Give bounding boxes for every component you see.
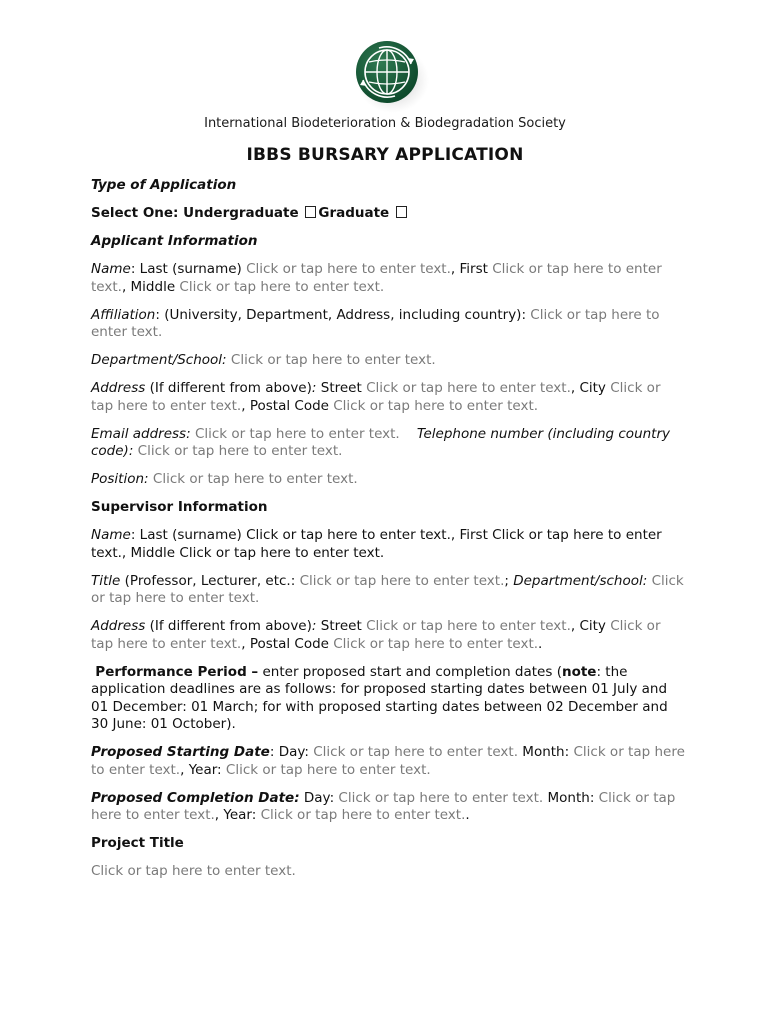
affiliation-row bbox=[91, 307, 685, 342]
applicant-address-note: (If different from above) bbox=[145, 380, 312, 396]
affiliation-field[interactable]: Click or tap here to enter text. bbox=[91, 306, 660, 340]
completion-month-field[interactable]: Click or tap here to enter text. bbox=[91, 789, 676, 823]
supervisor-name-line[interactable]: : Last (surname) Click or tap here to enter text., First Click or tap here to enter text., Middle Click or tap here to enter text. bbox=[91, 527, 662, 561]
telephone-field[interactable]: Click or tap here to enter text. bbox=[137, 443, 343, 459]
applicant-city-field[interactable]: Click or tap here to enter text. bbox=[91, 380, 661, 414]
applicant-postal-field[interactable]: Click or tap here to enter text. bbox=[333, 397, 539, 414]
completion-year-field[interactable]: Click or tap here to enter text. bbox=[260, 807, 466, 823]
supervisor-postal-label: Postal Code bbox=[249, 635, 329, 652]
supervisor-street-field[interactable]: Click or tap here to enter text. bbox=[366, 618, 571, 634]
applicant-first-name-field[interactable]: Click or tap here to enter text. bbox=[91, 261, 662, 295]
graduate-label: Graduate bbox=[318, 205, 390, 221]
form-title: IBBS BURSARY APPLICATION bbox=[246, 145, 524, 165]
start-day-label: Day: bbox=[278, 744, 309, 760]
affiliation-label: Affiliation bbox=[91, 306, 156, 323]
email-field[interactable]: Click or tap here to enter text. bbox=[194, 425, 400, 442]
supervisor-address-label: Address bbox=[91, 618, 146, 634]
supervisor-department-label: Department/school: bbox=[513, 572, 648, 589]
start-day-field[interactable]: Click or tap here to enter text. bbox=[313, 744, 518, 760]
position-label: Position: bbox=[91, 471, 149, 487]
applicant-info-heading: Applicant Information bbox=[91, 233, 258, 249]
applicant-first-label: First bbox=[459, 261, 488, 277]
type-of-application-heading: Type of Application bbox=[91, 177, 237, 193]
supervisor-address-row: Address (If different from above): Street Click or tap here to enter text., City Click or tap here to enter text., Postal Code Click or tap here to enter text.. bbox=[91, 618, 661, 652]
project-title-row bbox=[91, 863, 685, 881]
supervisor-title-row: Title (Professor, Lecturer, etc.: Click or tap here to enter text.; Department/school: Click or tap here to enter text. bbox=[91, 572, 684, 606]
position-field[interactable]: Click or tap here to enter text. bbox=[152, 471, 358, 487]
department-label: Department/School: bbox=[91, 352, 227, 368]
project-title-heading: Project Title bbox=[91, 835, 184, 851]
supervisor-postal-field[interactable]: Click or tap here to enter text. bbox=[333, 635, 539, 652]
completion-date-row: Proposed Completion Date: Day: Click or tap here to enter text. Month: Click or tap here to enter text., Year: Click or tap here to enter text.. bbox=[91, 789, 676, 823]
performance-note-label: note bbox=[561, 663, 597, 680]
applicant-last-name-field[interactable]: Click or tap here to enter text. bbox=[246, 261, 451, 277]
completion-year-label: Year: bbox=[223, 807, 257, 823]
completion-date-label: Proposed Completion Date: bbox=[91, 789, 300, 806]
supervisor-info-heading: Supervisor Information bbox=[91, 499, 268, 515]
supervisor-address-note: (If different from above) bbox=[145, 618, 312, 634]
supervisor-name-label: Name bbox=[91, 527, 131, 543]
applicant-city-label: City bbox=[579, 380, 606, 396]
undergraduate-label: Undergraduate bbox=[183, 205, 299, 221]
telephone-label: Telephone number (including country code): bbox=[91, 425, 671, 459]
form-body bbox=[91, 177, 685, 891]
supervisor-title-desc: (Professor, Lecturer, etc.: bbox=[120, 572, 296, 589]
department-field[interactable]: Click or tap here to enter text. bbox=[230, 352, 436, 368]
start-month-field[interactable]: Click or tap here to enter text. bbox=[91, 744, 685, 778]
ibbs-globe-logo bbox=[349, 38, 429, 114]
affiliation-desc: : (University, Department, Address, including country): bbox=[155, 306, 526, 323]
supervisor-title-label: Title bbox=[91, 572, 121, 589]
supervisor-street-label: Street bbox=[320, 618, 362, 634]
completion-month-label: Month: bbox=[547, 789, 595, 806]
performance-period-heading: Performance Period – bbox=[95, 663, 259, 680]
project-title-field[interactable]: Click or tap here to enter text. bbox=[91, 863, 296, 879]
graduate-checkbox[interactable] bbox=[396, 206, 407, 218]
department-row bbox=[91, 352, 685, 370]
applicant-name-label: Name bbox=[91, 261, 131, 277]
supervisor-city-label: City bbox=[579, 618, 606, 634]
start-date-label: Proposed Starting Date bbox=[91, 744, 270, 760]
performance-period-paragraph bbox=[91, 664, 685, 734]
performance-text-2: : the application deadlines are as follows: for proposed starting dates between 01 July and 01 December: 01 March; for with proposed starting dates between 02 December and 30 June: 01 October). bbox=[91, 663, 668, 732]
start-year-field[interactable]: Click or tap here to enter text. bbox=[225, 761, 431, 778]
start-date-row: Proposed Starting Date: Day: Click or tap here to enter text. Month: Click or tap here to enter text., Year: Click or tap here to enter text. bbox=[91, 744, 685, 778]
applicant-street-label: Street bbox=[320, 380, 362, 396]
applicant-name-row: Name: Last (surname) Click or tap here to enter text., First Click or tap here to enter text., Middle Click or tap here to enter text. bbox=[91, 261, 662, 295]
applicant-middle-label: Middle bbox=[130, 278, 176, 295]
undergraduate-checkbox[interactable] bbox=[305, 206, 316, 218]
applicant-street-field[interactable]: Click or tap here to enter text. bbox=[366, 380, 571, 396]
completion-day-label: Day: bbox=[303, 789, 335, 806]
applicant-address-label: Address bbox=[91, 380, 146, 396]
supervisor-name-row bbox=[91, 527, 685, 562]
applicant-middle-name-field[interactable]: Click or tap here to enter text. bbox=[179, 278, 385, 295]
email-label: Email address: bbox=[91, 425, 191, 442]
position-row bbox=[91, 471, 685, 489]
select-one-label: Select One: bbox=[91, 205, 179, 221]
start-year-label: Year: bbox=[188, 761, 222, 778]
contact-row bbox=[91, 426, 685, 461]
applicant-postal-label: Postal Code bbox=[249, 397, 329, 414]
supervisor-city-field[interactable]: Click or tap here to enter text. bbox=[91, 618, 661, 652]
start-month-label: Month: bbox=[522, 744, 570, 760]
applicant-address-row: Address (If different from above): Street Click or tap here to enter text., City Click or tap here to enter text., Postal Code Click or tap here to enter text. bbox=[91, 380, 661, 414]
supervisor-title-field[interactable]: Click or tap here to enter text. bbox=[299, 572, 505, 589]
supervisor-department-field[interactable]: Click or tap here to enter text. bbox=[91, 572, 684, 606]
application-type-row bbox=[91, 205, 685, 223]
applicant-last-label: : Last (surname) bbox=[130, 261, 242, 277]
completion-day-field[interactable]: Click or tap here to enter text. bbox=[338, 789, 544, 806]
performance-text-1: enter proposed start and completion dates ( bbox=[258, 663, 562, 680]
society-name: International Biodeterioration & Biodegradation Society bbox=[204, 116, 566, 131]
